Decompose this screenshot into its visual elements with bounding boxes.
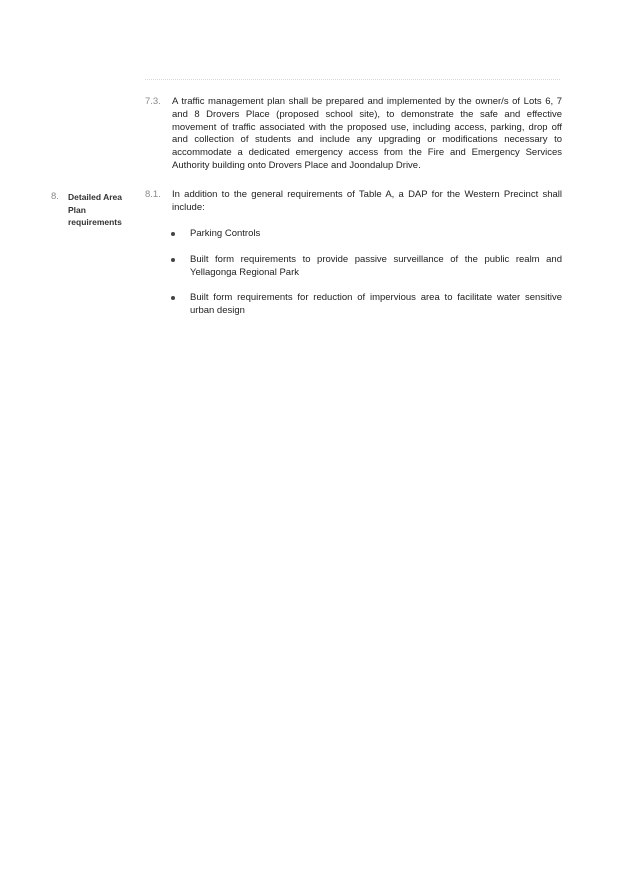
clause-8-1-number: 8.1. bbox=[145, 189, 161, 200]
bullet-dot-icon bbox=[171, 258, 175, 262]
bullet-text: Built form requirements to provide passive surveillance of the public realm and Yellagonga Regional Park bbox=[190, 253, 562, 278]
clause-8-1-text: In addition to the general requirements of Table A, a DAP for the Western Precinct shall include: bbox=[172, 189, 562, 213]
section-8-heading-line: requirements bbox=[68, 217, 122, 227]
list-item bbox=[170, 292, 562, 318]
section-8-heading-line: Detailed Area bbox=[68, 192, 123, 202]
scan-artifact-line bbox=[145, 79, 560, 80]
bullet-text: Parking Controls bbox=[190, 228, 261, 239]
list-item bbox=[170, 254, 562, 280]
clause-7-3-text: A traffic management plan shall be prepared and implemented by the owner/s of Lots 6, 7 and 8 Drovers Place (proposed school site), to demonstrate the safe and effective movement of traffic associated with the proposed use, including access, parking, drop off and collection of students and include any upgrading or modifications necessary to accommodate a dedicated emergency access from the Fire and Emergency Services Authority building onto Drovers Place and Joondalup Drive. bbox=[172, 96, 562, 171]
clause-7-3-number: 7.3. bbox=[145, 96, 161, 107]
clause-8-1-bullet-list bbox=[170, 228, 562, 331]
bullet-dot-icon bbox=[171, 232, 175, 236]
section-8-heading bbox=[68, 191, 130, 229]
list-item bbox=[170, 228, 562, 241]
bullet-text: Built form requirements for reduction of impervious area to facilitate water sensitive urban design bbox=[190, 292, 562, 317]
section-8-heading-line: Plan bbox=[68, 204, 86, 215]
bullet-dot-icon bbox=[171, 296, 175, 300]
section-8-number: 8. bbox=[51, 191, 59, 202]
